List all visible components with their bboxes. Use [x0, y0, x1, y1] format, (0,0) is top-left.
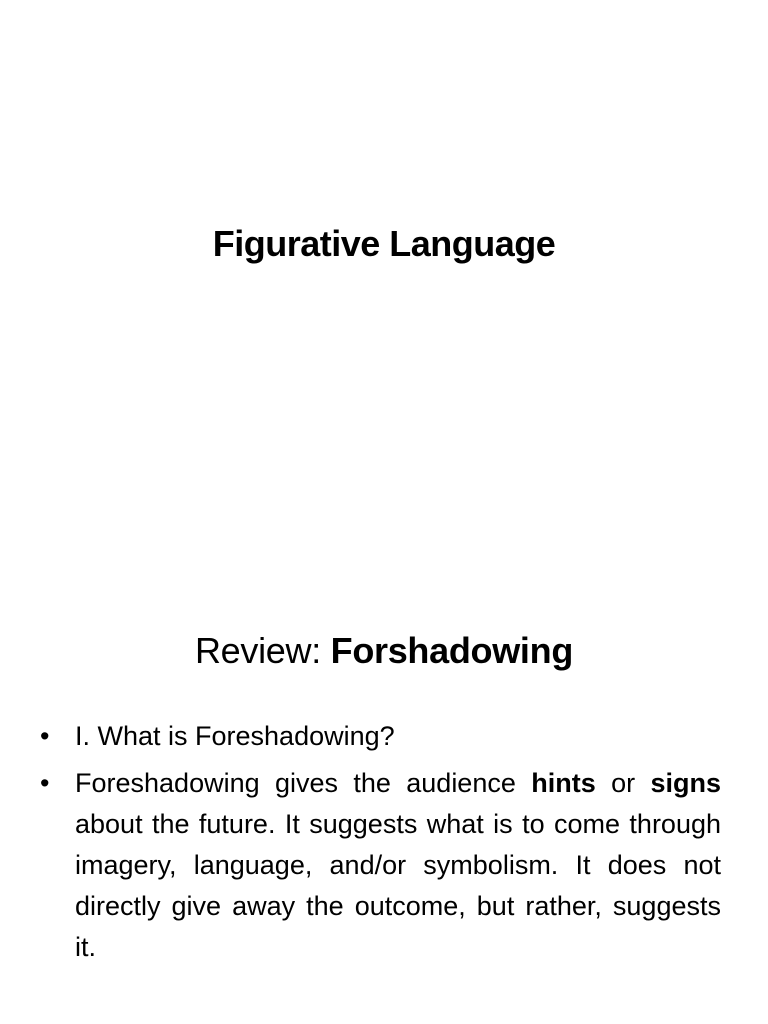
definition-text-part: or	[595, 768, 651, 798]
slide-review-heading	[0, 626, 768, 676]
bullet-item-definition	[40, 763, 721, 968]
bullet-dot-icon: •	[40, 768, 50, 798]
definition-bold-hints: hints	[531, 768, 596, 798]
bullet-dot-icon: •	[40, 721, 50, 751]
bullet-item-question	[40, 716, 721, 757]
definition-text-part: Foreshadowing gives the audience	[75, 768, 532, 798]
heading-prefix: Review:	[194, 630, 331, 671]
bullet-text: I. What is Foreshadowing?	[75, 721, 395, 751]
slide-review	[0, 512, 768, 1024]
definition-bold-signs: signs	[650, 768, 721, 798]
slide-title-heading: Figurative Language	[212, 223, 556, 264]
definition-text-part: about the future. It suggests what is to come through imagery, language, and/or symbolism. It does not directly give away the outcome, but rather, suggests it.	[75, 809, 721, 962]
bullet-list	[40, 716, 721, 974]
definition-text	[75, 768, 721, 962]
heading-bold-term: Forshadowing	[330, 630, 574, 671]
